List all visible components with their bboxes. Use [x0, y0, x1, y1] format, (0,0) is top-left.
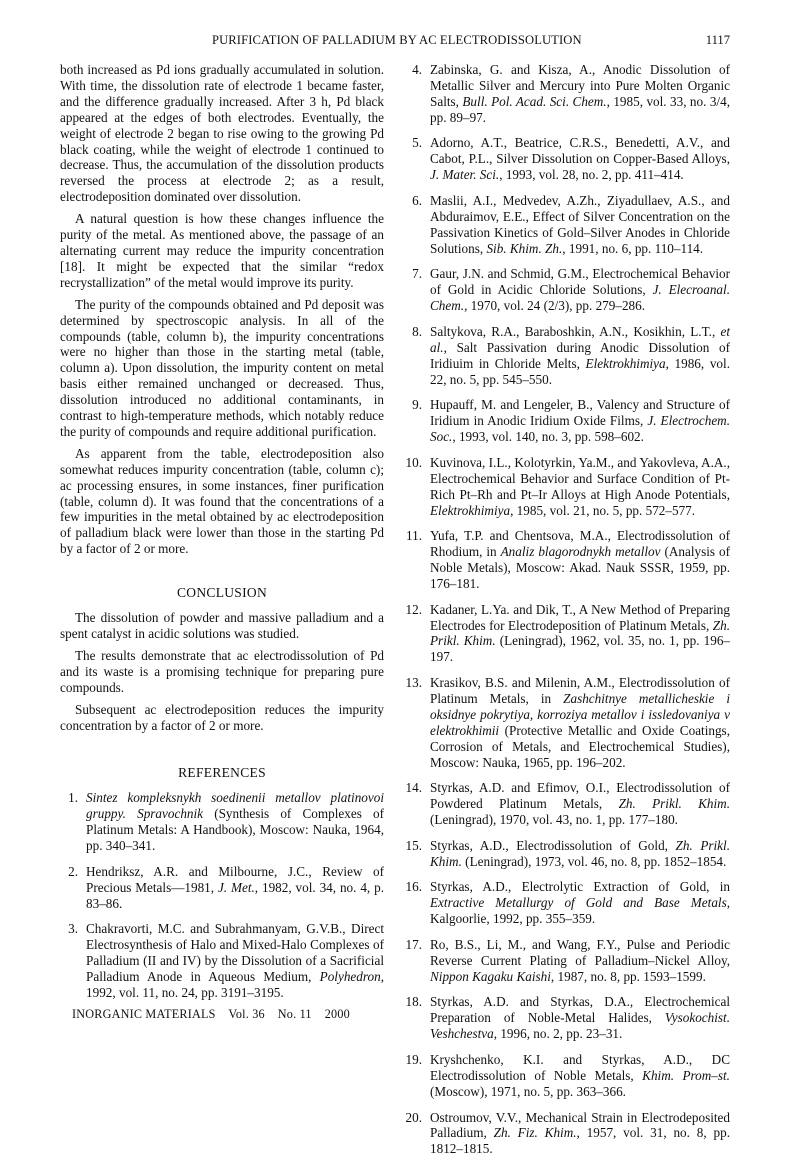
reference-item [60, 790, 384, 854]
running-header [60, 33, 730, 51]
reference-text: Sintez kompleksnykh soedinenii metallov platinovoi gruppy. Spravochnik (Synthesis of Complexes of Platinum Metals: A Handbook), Moscow: Nauka, 1964, pp. 340–341. [86, 790, 384, 854]
reference-item [404, 135, 730, 183]
conclusion-paragraph: The results demonstrate that ac electrodissolution of Pd and its waste is a promising technique for preparing pure compounds. [60, 647, 384, 695]
reference-text: Kuvinova, I.L., Kolotyrkin, Ya.M., and Yakovleva, A.A., Electrochemical Behavior and Surface Condition of Pt-Rich Pt–Rh and Pt–Ir Alloys at High Anode Potentials, Elektrokhimiya, 1985, vol. 21, no. 5, pp. 572–577. [430, 454, 730, 518]
footer-year: 2000 [324, 1007, 350, 1021]
reference-item [404, 675, 730, 770]
reference-text: Styrkas, A.D. and Styrkas, D.A., Electrochemical Preparation of Noble-Metal Halides, Vysokochist. Veshchestva, 1996, no. 2, pp. 23–31. [430, 994, 730, 1042]
reference-number: 1. [68, 790, 78, 806]
footer-journal: INORGANIC MATERIALS [72, 1007, 216, 1021]
running-footer [72, 1007, 350, 1022]
reference-item [404, 838, 730, 870]
reference-text: Kryshchenko, K.I. and Styrkas, A.D., DC Electrodissolution of Noble Metals, Khim. Prom–st. (Moscow), 1971, no. 5, pp. 363–366. [430, 1051, 730, 1099]
reference-number: 15. [405, 837, 422, 853]
reference-item [404, 193, 730, 257]
reference-item [404, 937, 730, 985]
reference-text: Maslii, A.I., Medvedev, A.Zh., Ziyadullaev, A.S., and Abduraimov, E.E., Effect of Silver Concentration on the Passivation Kinetics of Gold–Silver Anodes in Chloride Solutions, Sib. Khim. Zh., 1991, no. 6, pp. 110–114. [430, 192, 730, 256]
footer-volume: Vol. 36 [228, 1007, 265, 1021]
reference-text: Yufa, T.P. and Chentsova, M.A., Electrodissolution of Rhodium, in Analiz blagorodnykh metallov (Analysis of Noble Metals), Moscow: Akad. Nauk SSSR, 1959, pp. 176–181. [430, 528, 730, 591]
reference-number: 12. [405, 601, 422, 617]
reference-item [404, 1110, 730, 1158]
reference-item [404, 528, 730, 592]
page-number: 1117 [705, 33, 730, 47]
conclusion-heading: CONCLUSION [176, 585, 267, 601]
reference-number: 19. [405, 1051, 422, 1067]
left-column [60, 62, 384, 1011]
references-heading: REFERENCES [178, 765, 266, 781]
conclusion-paragraph: Subsequent ac electrodeposition reduces the impurity concentration by a factor of 2 or more. [60, 701, 384, 733]
reference-item [60, 864, 384, 912]
reference-text: Saltykova, R.A., Baraboshkin, A.N., Kosikhin, L.T., et al., Salt Passivation during Anodic Dissolution of Iridiuim in Chloride Melts, Elektrokhimiya, 1986, vol. 22, no. 5, pp. 545–550. [430, 323, 730, 387]
reference-list-left [60, 790, 384, 1000]
reference-number: 7. [412, 266, 422, 282]
reference-text: Kadaner, L.Ya. and Dik, T., A New Method of Preparing Electrodes for Electrodeposition of Platinum Metals, Zh. Prikl. Khim. (Leningrad), 1962, vol. 35, no. 1, pp. 196–197. [430, 601, 731, 665]
reference-text: Chakravorti, M.C. and Subrahmanyam, G.V.B., Direct Electrosynthesis of Halo and Mixed-Halo Complexes of Palladium (II and IV) by the Dissolution of a Sacrificial Palladium Anode in Aqueous Medium, Polyhedron, 1992, vol. 11, no. 24, pp. 3191–3195. [86, 921, 384, 1000]
footer-issue: No. 11 [277, 1007, 312, 1021]
reference-number: 14. [405, 780, 422, 796]
body-paragraph: The purity of the compounds obtained and Pd deposit was determined by spectroscopic analysis. In all of the compounds (table, column b), the impurity concentrations were no higher than those in the starting metal (table, column a). Upon dissolution, the impurity content on metal basis either remained unchanged or decreased. Thus, dissolution introduced no additional contaminants, in contrast to high-temperature methods, which notably reduce the purity of compounds and require additional purification. [60, 296, 384, 439]
reference-text: Styrkas, A.D., Electrolytic Extraction of Gold, in Extractive Metallurgy of Gold and Base Metals, Kalgoorlie, 1992, pp. 355–359. [430, 879, 730, 927]
reference-text: Hendriksz, A.R. and Milbourne, J.C., Review of Precious Metals—1981, J. Met., 1982, vol. 34, no. 4, p. 83–86. [86, 863, 384, 911]
reference-number: 3. [68, 921, 78, 937]
reference-number: 4. [412, 62, 422, 77]
reference-text: Styrkas, A.D., Electrodissolution of Gold, Zh. Prikl. Khim. (Leningrad), 1973, vol. 46, no. 8, pp. 1852–1854. [430, 837, 730, 869]
reference-item [404, 455, 730, 519]
reference-text: Ro, B.S., Li, M., and Wang, F.Y., Pulse and Periodic Reverse Current Plating of Palladium–Nickel Alloy, Nippon Kagaku Kaishi, 1987, no. 8, pp. 1593–1599. [430, 936, 730, 984]
reference-number: 16. [405, 879, 422, 895]
reference-item [404, 62, 730, 126]
reference-item [404, 994, 730, 1042]
reference-item [404, 266, 730, 314]
reference-number: 13. [405, 675, 422, 691]
reference-item [404, 780, 730, 828]
reference-list-right [404, 62, 730, 1157]
reference-item [404, 879, 730, 927]
reference-item [404, 324, 730, 388]
conclusion-paragraph: The dissolution of powder and massive palladium and a spent catalyst in acidic solutions was studied. [60, 610, 384, 641]
reference-text: Gaur, J.N. and Schmid, G.M., Electrochemical Behavior of Gold in Acidic Chloride Solutions, J. Elecroanal. Chem., 1970, vol. 24 (2/3), pp. 279–286. [430, 266, 730, 314]
reference-number: 18. [405, 994, 422, 1010]
reference-text: Styrkas, A.D. and Efimov, O.I., Electrodissolution of Powdered Platinum Metals, Zh. Prikl. Khim. (Leningrad), 1970, vol. 43, no. 1, pp. 177–180. [430, 780, 730, 828]
reference-text: Zabinska, G. and Kisza, A., Anodic Dissolution of Metallic Silver and Mercury into Pure Molten Organic Salts, Bull. Pol. Acad. Sci. Chem., 1985, vol. 33, no. 3/4, pp. 89–97. [430, 62, 730, 125]
body-paragraph: As apparent from the table, electrodeposition also somewhat reduces impurity concentration (table, column c); ac processing ensures, in some instances, finer purification (table, column d). It was found that the concentrations of a few impurities in the metal obtained by ac electrodeposition of palladium black were lower than those in the starting Pd by a factor of 2 or more. [60, 445, 384, 557]
reference-number: 6. [412, 192, 422, 208]
reference-number: 9. [412, 397, 422, 413]
running-title: PURIFICATION OF PALLADIUM BY AC ELECTRODISSOLUTION [212, 33, 582, 47]
reference-number: 17. [405, 936, 422, 952]
reference-number: 2. [68, 863, 78, 879]
body-paragraph: A natural question is how these changes influence the purity of the metal. As mentioned above, the passage of an alternating current may reduce the impurity concentration [18]. It might be expected that the similar “redox recrystallization” of the metal would improve its purity. [60, 211, 384, 290]
reference-item [60, 921, 384, 1001]
body-paragraph: both increased as Pd ions gradually accumulated in solution. With time, the dissolution rate of electrode 1 became faster, and the difference gradually increased. After 3 h, Pd black appeared at the edges of both electrodes. Eventually, the weight of electrode 2 began to rise owing to the growing Pd black coating, while the weight of electrode 1 continued to decrease. Thus, the accumulation of the dissolution products reversed the process at electrode 2; as a result, electrodeposition dominated over dissolution. [60, 62, 384, 205]
reference-number: 8. [412, 323, 422, 339]
reference-item [404, 602, 730, 666]
reference-number: 11. [406, 528, 422, 544]
reference-item [404, 397, 730, 445]
right-column [404, 62, 730, 1167]
reference-text: Adorno, A.T., Beatrice, C.R.S., Benedetti, A.V., and Cabot, P.L., Silver Dissolution on Copper-Based Alloys, J. Mater. Sci., 1993, vol. 28, no. 2, pp. 411–414. [430, 135, 730, 183]
reference-number: 5. [412, 135, 422, 151]
reference-text: Hupauff, M. and Lengeler, B., Valency and Structure of Iridium in Anodic Iridium Oxide Films, J. Electrochem. Soc., 1993, vol. 140, no. 3, pp. 598–602. [430, 397, 730, 445]
reference-number: 10. [405, 454, 422, 470]
reference-number: 20. [405, 1109, 422, 1125]
reference-text: Krasikov, B.S. and Milenin, A.M., Electrodissolution of Platinum Metals, in Zashchitnye metallicheskie i oksidnye pokrytiya, korroziya metallov i issledovaniya v elektrokhimii (Protective Metallic and Oxide Coatings, Corrosion of Metals, and Electrochemical Studies), Moscow: Nauka, 1965, pp. 196–202. [430, 675, 730, 770]
reference-text: Ostroumov, V.V., Mechanical Strain in Electrodeposited Palladium, Zh. Fiz. Khim., 1957, vol. 31, no. 8, pp. 1812–1815. [430, 1109, 730, 1157]
reference-item [404, 1052, 730, 1100]
